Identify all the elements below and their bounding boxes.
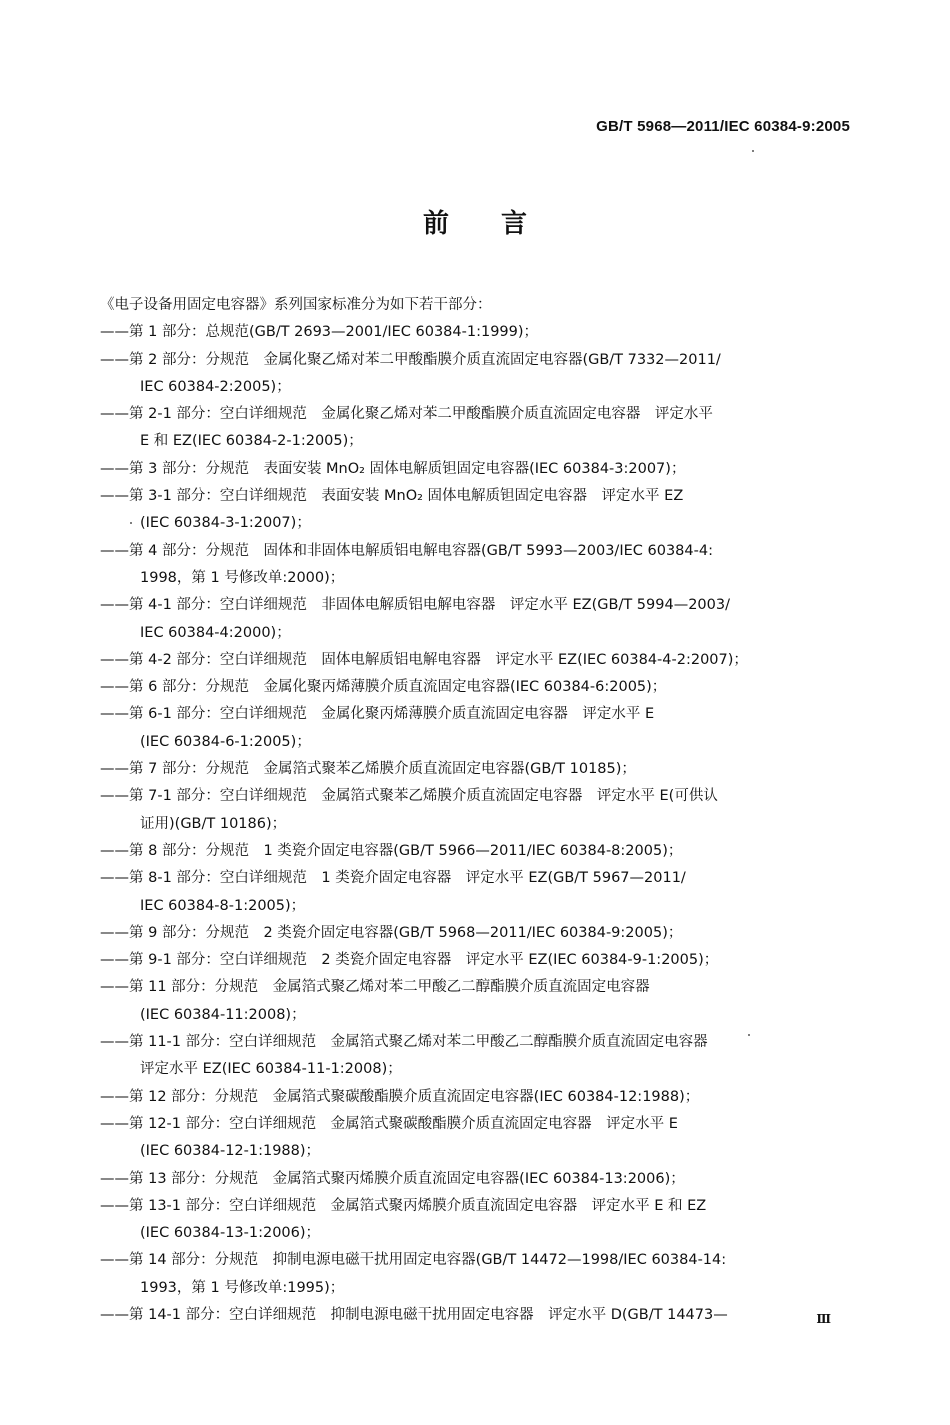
list-item bbox=[100, 838, 852, 865]
list-item bbox=[100, 538, 852, 593]
list-item-line: ——第 13 部分：分规范 金属箔式聚丙烯膜介质直流固定电容器(IEC 60384-13:2006)； bbox=[100, 1170, 685, 1187]
list-item bbox=[100, 592, 852, 647]
list-item bbox=[100, 1193, 852, 1248]
list-item-line: ——第 8 部分：分规范 1 类瓷介固定电容器(GB/T 5966—2011/IEC 60384-8:2005)； bbox=[100, 842, 683, 859]
list-item-line: ——第 1 部分：总规范(GB/T 2693—2001/IEC 60384-1:1999)； bbox=[100, 324, 539, 341]
list-item-line: ——第 2 部分：分规范 金属化聚乙烯对苯二甲酸酯膜介质直流固定电容器(GB/T 7332—2011/ bbox=[100, 351, 721, 368]
list-item bbox=[100, 347, 852, 402]
list-item bbox=[100, 483, 852, 538]
list-item bbox=[100, 1084, 852, 1111]
list-item-continuation: 证用)(GB/T 10186)； bbox=[140, 815, 287, 832]
scan-speck bbox=[130, 522, 132, 524]
list-item bbox=[100, 783, 852, 838]
list-item-line: ——第 14 部分：分规范 抑制电源电磁干扰用固定电容器(GB/T 14472—1998/IEC 60384-14: bbox=[100, 1252, 727, 1269]
list-item-line: ——第 4-2 部分：空白详细规范 固体电解质铝电解电容器 评定水平 EZ(IEC 60384-4-2:2007)； bbox=[100, 651, 748, 668]
list-item bbox=[100, 947, 852, 974]
scan-speck bbox=[752, 150, 754, 152]
list-item-line: ——第 11-1 部分：空白详细规范 金属箔式聚乙烯对苯二甲酸乙二醇酯膜介质直流固定电容器 bbox=[100, 1034, 708, 1051]
list-item-line: ——第 6 部分：分规范 金属化聚丙烯薄膜介质直流固定电容器(IEC 60384-6:2005)； bbox=[100, 679, 667, 696]
list-item-line: ——第 11 部分：分规范 金属箔式聚乙烯对苯二甲酸乙二醇酯膜介质直流固定电容器 bbox=[100, 979, 650, 996]
list-item-continuation: (IEC 60384-12-1:1988)； bbox=[140, 1143, 321, 1160]
list-item-line: ——第 8-1 部分：空白详细规范 1 类瓷介固定电容器 评定水平 EZ(GB/T 5967—2011/ bbox=[100, 870, 686, 887]
list-item bbox=[100, 401, 852, 456]
list-item-line: ——第 3 部分：分规范 表面安装 MnO₂ 固体电解质钽固定电容器(IEC 60384-3:2007)； bbox=[100, 460, 686, 477]
list-item bbox=[100, 756, 852, 783]
list-item bbox=[100, 319, 852, 346]
page-number: Ⅲ bbox=[816, 1312, 830, 1326]
list-item bbox=[100, 456, 852, 483]
list-item-line: ——第 7 部分：分规范 金属箔式聚苯乙烯膜介质直流固定电容器(GB/T 10185)； bbox=[100, 761, 636, 778]
list-item-continuation: (IEC 60384-11:2008)； bbox=[140, 1006, 306, 1023]
list-item-line: ——第 12-1 部分：空白详细规范 金属箔式聚碳酸酯膜介质直流固定电容器 评定水平 E bbox=[100, 1115, 678, 1132]
intro-paragraph: 《电子设备用固定电容器》系列国家标准分为如下若干部分： bbox=[100, 297, 492, 313]
list-item-line: ——第 7-1 部分：空白详细规范 金属箔式聚苯乙烯膜介质直流固定电容器 评定水平 E(可供认 bbox=[100, 788, 718, 805]
list-item-continuation: 1998，第 1 号修改单:2000)； bbox=[140, 569, 345, 586]
list-item-continuation: 1993，第 1 号修改单:1995)； bbox=[140, 1279, 345, 1296]
list-item-continuation: IEC 60384-2:2005)； bbox=[140, 378, 291, 395]
list-item-line: ——第 9 部分：分规范 2 类瓷介固定电容器(GB/T 5968—2011/IEC 60384-9:2005)； bbox=[100, 924, 683, 941]
list-item-continuation: (IEC 60384-13-1:2006)； bbox=[140, 1225, 321, 1242]
list-item-continuation: (IEC 60384-3-1:2007)； bbox=[140, 515, 311, 532]
list-item-line: ——第 13-1 部分：空白详细规范 金属箔式聚丙烯膜介质直流固定电容器 评定水平 E 和 EZ bbox=[100, 1197, 707, 1214]
list-item-continuation: 评定水平 EZ(IEC 60384-11-1:2008)； bbox=[140, 1061, 402, 1078]
list-item-continuation: (IEC 60384-6-1:2005)； bbox=[140, 733, 311, 750]
list-item-line: ——第 4-1 部分：空白详细规范 非固体电解质铝电解电容器 评定水平 EZ(GB/T 5994—2003/ bbox=[100, 597, 730, 614]
list-item bbox=[100, 674, 852, 701]
list-item-continuation: IEC 60384-8-1:2005)； bbox=[140, 897, 306, 914]
standard-number-header: GB/T 5968—2011/IEC 60384-9:2005 bbox=[596, 118, 850, 135]
list-item bbox=[100, 865, 852, 920]
list-item-continuation: IEC 60384-4:2000)； bbox=[140, 624, 291, 641]
page-title: 前言 bbox=[422, 209, 579, 239]
scan-speck bbox=[748, 1034, 750, 1036]
list-item-line: ——第 2-1 部分：空白详细规范 金属化聚乙烯对苯二甲酸酯膜介质直流固定电容器 评定水平 bbox=[100, 406, 713, 423]
list-item bbox=[100, 1247, 852, 1302]
list-item bbox=[100, 920, 852, 947]
list-item bbox=[100, 1111, 852, 1166]
list-item-line: ——第 12 部分：分规范 金属箔式聚碳酸酯膜介质直流固定电容器(IEC 60384-12:1988)； bbox=[100, 1088, 700, 1105]
list-item-line: ——第 9-1 部分：空白详细规范 2 类瓷介固定电容器 评定水平 EZ(IEC 60384-9-1:2005)； bbox=[100, 952, 719, 969]
list-item-line: ——第 4 部分：分规范 固体和非固体电解质铝电解电容器(GB/T 5993—2003/IEC 60384-4: bbox=[100, 542, 713, 559]
list-item bbox=[100, 1302, 852, 1329]
list-item bbox=[100, 1029, 852, 1084]
list-item bbox=[100, 647, 852, 674]
list-item-line: ——第 6-1 部分：空白详细规范 金属化聚丙烯薄膜介质直流固定电容器 评定水平 E bbox=[100, 706, 655, 723]
list-item-continuation: E 和 EZ(IEC 60384-2-1:2005)； bbox=[140, 433, 363, 450]
body-text bbox=[100, 292, 852, 1329]
list-item bbox=[100, 1166, 852, 1193]
list-item-line: ——第 3-1 部分：空白详细规范 表面安装 MnO₂ 固体电解质钽固定电容器 评定水平 EZ bbox=[100, 488, 684, 505]
list-item bbox=[100, 974, 852, 1029]
list-item bbox=[100, 701, 852, 756]
list-item-line: ——第 14-1 部分：空白详细规范 抑制电源电磁干扰用固定电容器 评定水平 D(GB/T 14473— bbox=[100, 1306, 728, 1323]
